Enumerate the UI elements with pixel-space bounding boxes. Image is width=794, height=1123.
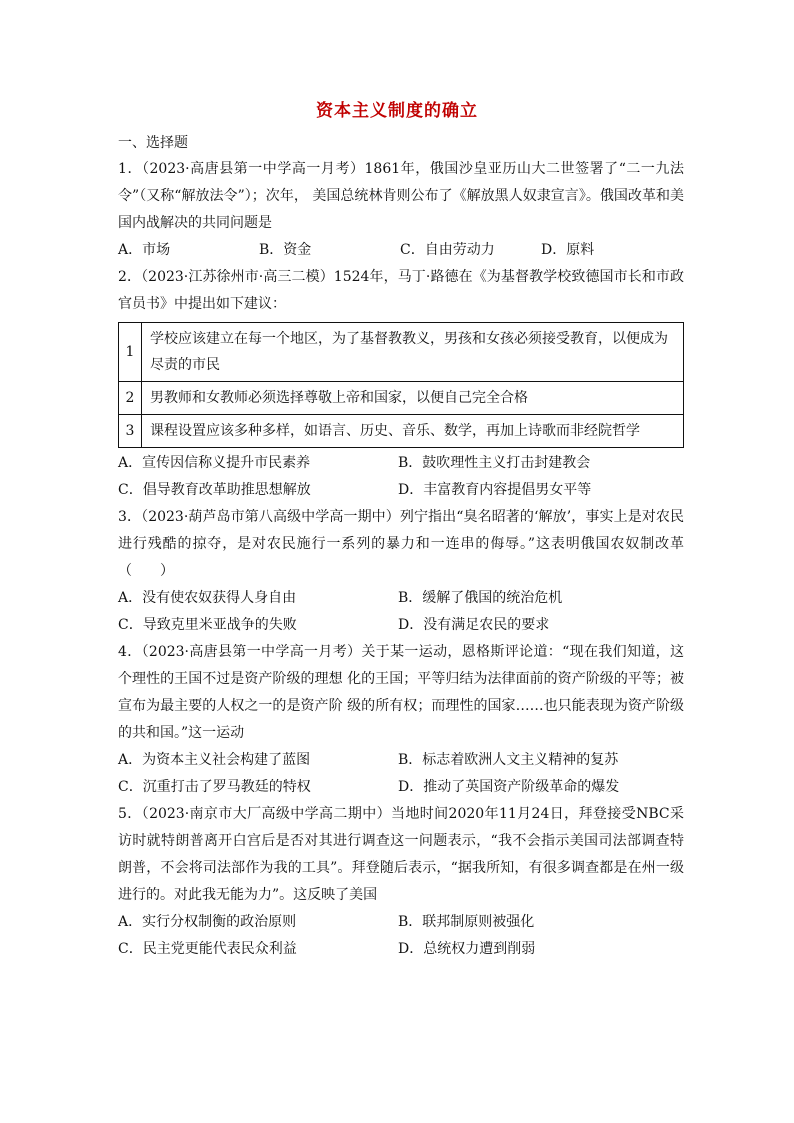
question-stem: 2．（2023·江苏徐州市·高三二模）1524年，马丁·路德在《为基督教学校致德国市长和市政官员书》中提出如下建议： — [118, 269, 684, 312]
question-stem: 5．（2023·南京市大厂高级中学高二期中）当地时间2020年11月24日，拜登接受NBC采访时就特朗普离开白宫后是否对其进行调查这一问题表示，“我不会指示美国司法部调查特朗普，不会将司法部作为我的工具”。拜登随后表示，“据我所知，有很多调查都是在州一级进行的。对此我无能为力”。这反映了美国 — [118, 806, 684, 903]
option-a: A．为资本主义社会构建了蓝图 — [118, 752, 311, 768]
option-b: B．缓解了俄国的统治危机 — [398, 590, 563, 606]
question-4 — [118, 639, 684, 801]
option-list — [118, 747, 684, 801]
question-stem: 3．（2023·葫芦岛市第八高级中学高一期中）列宁指出“臭名昭著的‘解放’，事实上是对农民进行残酷的掠夺，是对农民施行一系列的暴力和一连串的侮辱。”这表明俄国农奴制改革（ ） — [118, 509, 684, 579]
table-row — [119, 382, 684, 415]
option-b: B．标志着欧洲人文主义精神的复苏 — [398, 752, 619, 768]
option-d: D．总统权力遭到削弱 — [398, 941, 536, 957]
question-list — [118, 156, 684, 963]
row-text: 学校应该建立在每一个地区，为了基督教教义，男孩和女孩必须接受教育，以便成为尽责的市民 — [142, 323, 684, 382]
row-number: 1 — [119, 323, 142, 382]
proposal-table — [118, 322, 684, 448]
option-d: D．没有满足农民的要求 — [398, 617, 550, 633]
option-b: B．鼓吹理性主义打击封建教会 — [398, 455, 591, 471]
section-heading: 一、选择题 — [118, 135, 188, 151]
option-a: A．宣传因信称义提升市民素养 — [118, 455, 311, 471]
option-c: C．导致克里米亚战争的失败 — [118, 617, 297, 633]
option-c: C．民主党更能代表民众利益 — [118, 941, 297, 957]
option-list — [118, 237, 684, 264]
option-list — [118, 909, 684, 963]
option-a: A．市场 — [118, 242, 171, 258]
question-2 — [118, 264, 684, 504]
option-d: D．丰富教育内容提倡男女平等 — [398, 482, 592, 498]
row-number: 3 — [119, 415, 142, 448]
option-c: C．沉重打击了罗马教廷的特权 — [118, 779, 311, 795]
question-1 — [118, 156, 684, 264]
option-list — [118, 450, 684, 504]
option-b: B．联邦制原则被强化 — [398, 914, 535, 930]
document-title: 资本主义制度的确立 — [316, 101, 478, 121]
table-row — [119, 415, 684, 448]
row-number: 2 — [119, 382, 142, 415]
table-row — [119, 323, 684, 382]
option-d: D．原料 — [541, 242, 595, 258]
option-a: A．实行分权制衡的政治原则 — [118, 914, 297, 930]
option-b: B．资金 — [259, 242, 312, 258]
option-list — [118, 585, 684, 639]
question-3 — [118, 504, 684, 639]
question-stem: 1．（2023·高唐县第一中学高一月考）1861年，俄国沙皇亚历山大二世签署了“二一九法令”（又称“解放法令”）；次年， 美国总统林肯则公布了《解放黑人奴隶宣言》。俄国改革和美国内战解决的共同问题是 — [118, 161, 684, 231]
option-d: D．推动了英国资产阶级革命的爆发 — [398, 779, 620, 795]
row-text: 课程设置应该多种多样，如语言、历史、音乐、数学，再加上诗歌而非经院哲学 — [142, 415, 684, 448]
option-c: C．倡导教育改革助推思想解放 — [118, 482, 311, 498]
question-5 — [118, 801, 684, 963]
row-text: 男教师和女教师必须选择尊敬上帝和国家，以便自己完全合格 — [142, 382, 684, 415]
option-a: A．没有使农奴获得人身自由 — [118, 590, 297, 606]
option-c: C．自由劳动力 — [400, 242, 495, 258]
question-stem: 4．（2023·高唐县第一中学高一月考）关于某一运动，恩格斯评论道：“现在我们知道，这个理性的王国不过是资产阶级的理想 化的王国；平等归结为法律面前的资产阶级的平等；被宣布为最主要的人权之一的是资产阶 级的所有权；而理性的国家……也只能表现为资产阶级的共和国。”这一运动 — [118, 644, 684, 741]
